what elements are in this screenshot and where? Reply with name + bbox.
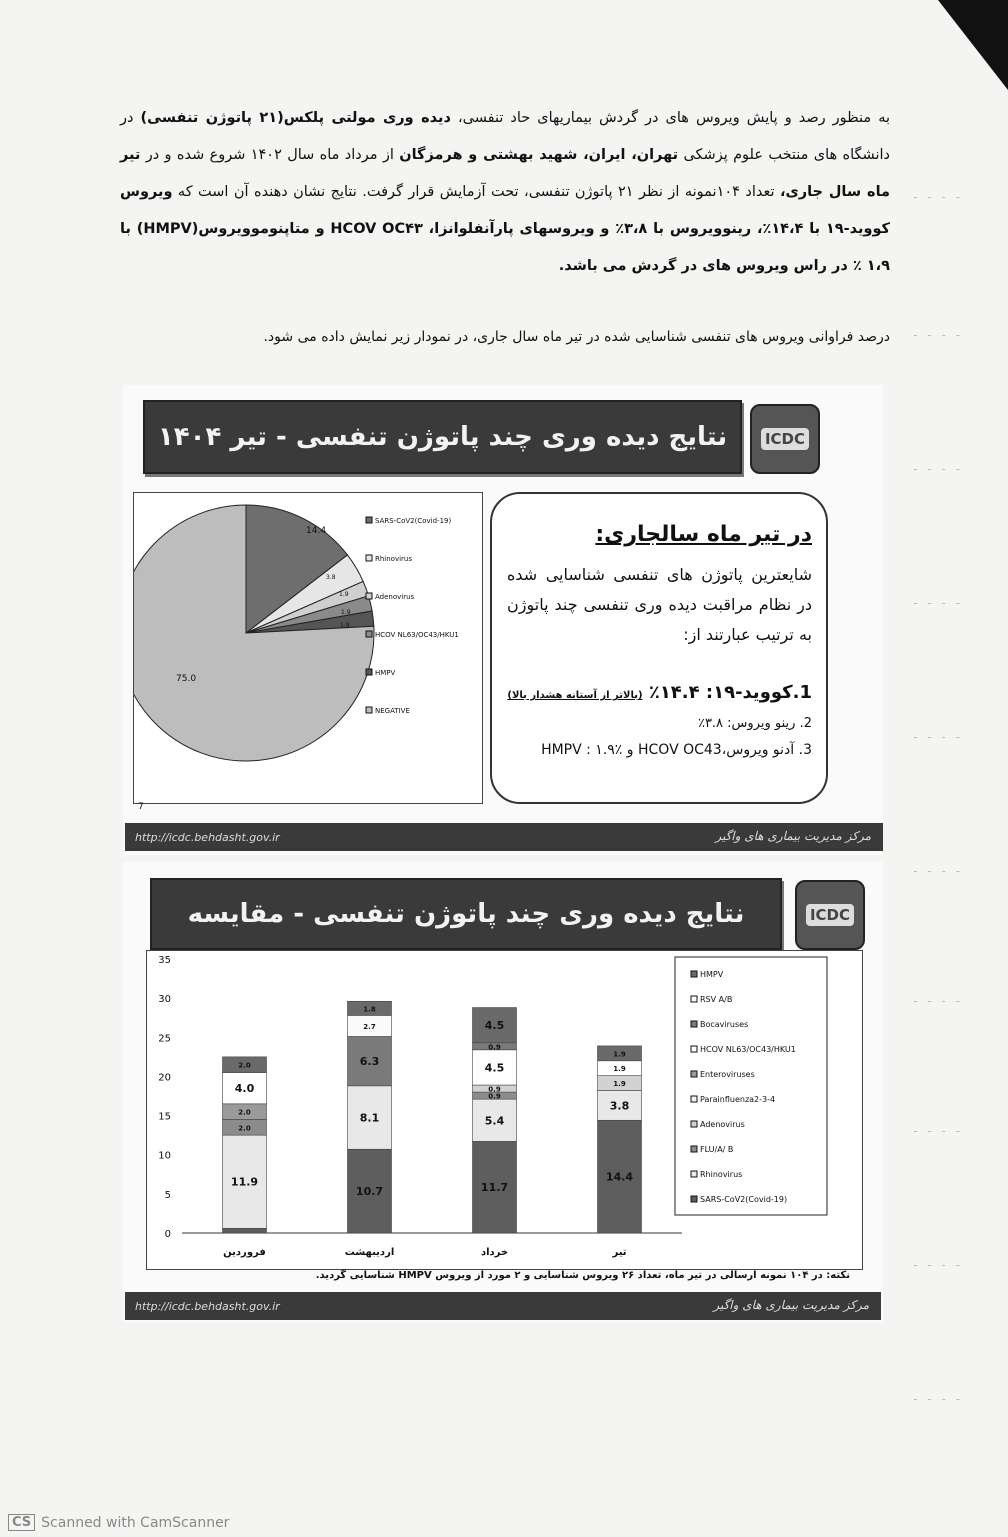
summary-box [490,492,828,804]
summary-heading: در تیر ماه سالجاری: [595,522,812,547]
bar-data-label: 0.9 [488,1092,501,1101]
para-text: در دانشگاه های منتخب علوم پزشکی [120,110,891,163]
icdc-logo [750,404,820,474]
para-bold: تیر ماه سال جاری، [120,147,890,200]
summary-item-2: 2. رینو ویروس: ۳.۸٪ [697,716,812,731]
footer-url: http://icdc.behdasht.gov.ir [135,831,280,844]
margin-mark: - - - - [913,730,963,744]
bar-data-label: 10.7 [355,1185,384,1199]
bar-data-label: 2.7 [363,1022,376,1031]
pie-chart-panel [133,492,483,804]
item-1-text: 1.کووید-۱۹: ۱۴.۴٪ [648,682,812,703]
legend-label: Rhinovirus [375,555,413,563]
bar-data-label: 11.9 [230,1175,259,1189]
y-tick-label: 10 [158,1150,171,1162]
margin-mark: - - - - [913,190,963,204]
legend-label: Bocaviruses [700,1020,749,1029]
legend-label: HMPV [700,970,724,979]
footer-url: http://icdc.behdasht.gov.ir [135,1300,280,1313]
footer-org: مرکز مدیریت بیماری های واگیر [713,1298,869,1312]
bar-data-label: 0.9 [488,1043,501,1052]
legend-label: FLU/A/ B [700,1145,734,1154]
page-number: 7 [138,802,144,812]
para-bold: ویروس کووید-۱۹ با ۱۴،۴٪، رینوویروس با ۳،۸٪ و ویروسهای پارآنفلوانزا، HCOV OC۴۳ و متاپنوموویروس(HMPV) با ۱،۹ ٪ در راس ویروس های در گردش می باشد. [120,184,890,274]
para-bold: دیده وری مولتی پلکس(۲۱ پاتوژن تنفسی) [140,110,451,126]
pie-data-label: 1.9 [340,622,350,629]
legend-swatch [691,1021,697,1027]
y-tick-label: 25 [158,1033,171,1045]
legend-label: Adenovirus [375,593,415,601]
slide-1-title: نتایج دیده وری چند پاتوژن تنفسی - تیر ۱۴۰۴ [143,400,742,474]
legend-swatch [691,1071,697,1077]
x-tick-label: تیر [612,1247,627,1258]
para-text: از مرداد ماه سال ۱۴۰۲ شروع شده و در [140,147,400,163]
legend-swatch [691,1121,697,1127]
margin-mark: - - - - [913,1124,963,1138]
bar-data-label: 14.4 [605,1170,634,1184]
bar-chart-panel [146,950,863,1270]
slide-1-footer [125,823,883,851]
logo-text: ICDC [806,904,854,926]
legend-swatch [366,669,372,675]
slide-2-title: نتایج دیده وری چند پاتوژن تنفسی - مقایسه [150,878,782,950]
scanner-watermark [8,1514,229,1531]
margin-mark: - - - - [913,864,963,878]
bar-data-label: 1.9 [613,1065,626,1074]
stacked-bar-chart [147,951,862,1269]
margin-mark: - - - - [913,596,963,610]
pie-data-label: 14.4 [306,526,327,536]
legend-label: Parainfluenza2-3-4 [700,1095,776,1104]
bar-data-label: 8.1 [359,1111,380,1125]
logo-text: ICDC [761,428,809,450]
bar-data-label: 1.9 [613,1080,626,1089]
bar-data-label: 4.0 [234,1082,255,1096]
legend-label: HMPV [375,669,396,677]
legend-swatch [691,1096,697,1102]
bar-data-label: 4.5 [484,1061,505,1075]
y-tick-label: 35 [158,955,171,966]
pie-data-label: 1.9 [341,609,351,616]
y-tick-label: 20 [158,1072,171,1084]
bar-data-label: 1.8 [363,1005,376,1014]
legend-label: HCOV NL63/OC43/HKU1 [700,1045,796,1054]
legend-swatch [691,971,697,977]
pie-data-label: 75.0 [176,674,197,684]
bar-data-label: 2.0 [238,1061,251,1070]
legend-label: Adenovirus [700,1120,745,1129]
y-tick-label: 15 [158,1111,171,1123]
pie-data-label: 1.9 [339,591,349,598]
chart-intro-paragraph: درصد فراوانی ویروس های تنفسی شناسایی شده در تیر ماه سال جاری، در نمودار زیر نمایش داده می شود. [263,329,890,345]
para-text: تعداد ۱۰۴نمونه از نظر ۲۱ پاتوژن تنفسی، تحت آزمایش قرار گرفت. نتایج نشان دهنده آن است که [172,184,780,200]
legend-swatch [691,1146,697,1152]
y-tick-label: 30 [158,994,171,1006]
legend-box [675,957,827,1215]
legend-label: SARS-CoV2(Covid-19) [375,517,452,525]
bar-data-label: 2.0 [238,1124,251,1133]
bar-data-label: 1.9 [613,1050,626,1059]
legend-swatch [366,631,372,637]
bar-data-label: 6.3 [359,1055,380,1069]
margin-mark: - - - - [913,1392,963,1406]
chart-note: نکته: در ۱۰۴ نمونه ارسالی در تیر ماه، تعداد ۲۶ ویروس شناسایی و ۲ مورد از ویروس HMPV شناسایی گردید. [315,1270,850,1281]
legend-swatch [366,593,372,599]
legend-label: SARS-CoV2(Covid-19) [700,1195,788,1204]
legend-label: NEGATIVE [375,707,410,715]
pie-data-label: 3.8 [326,574,336,581]
bar-data-label: 5.4 [484,1114,505,1128]
legend-label: RSV A/B [700,995,733,1004]
legend-label: Enteroviruses [700,1070,755,1079]
summary-item-1 [507,682,812,703]
para-bold: تهران، ایران، شهید بهشتی و هرمزگان [399,147,679,163]
legend-swatch [366,517,372,523]
y-tick-label: 5 [164,1189,171,1201]
legend-label: Rhinovirus [700,1170,743,1179]
footer-org: مرکز مدیریت بیماری های واگیر [715,829,871,843]
page-corner-shadow [938,0,1008,90]
x-tick-label: خرداد [480,1247,509,1258]
bar-data-label: 2.0 [238,1108,251,1117]
icdc-logo [795,880,865,950]
para-text: به منظور رصد و پایش ویروس های در گردش بیماریهای حاد تنفسی، [450,110,890,126]
summary-text: شایعترین پاتوژن های تنفسی شناسایی شده در نظام مراقبت دیده وری تنفسی چند پاتوژن به ترتیب عبارتند از: [507,565,812,644]
bar-data-label: 11.7 [480,1181,509,1195]
margin-mark: - - - - [913,462,963,476]
scanner-text: Scanned with CamScanner [41,1514,230,1531]
margin-mark: - - - - [913,994,963,1008]
legend-swatch [691,1196,697,1202]
y-tick-label: 0 [164,1229,171,1240]
intro-paragraph [120,100,890,285]
summary-item-3: 3. آدنو ویروس،HCOV OC43 و HMPV : ۱.۹٪ [541,742,812,758]
bar-data-label: 3.8 [609,1099,630,1113]
x-tick-label: اردیبهشت [344,1247,395,1258]
bar-data-label: 4.5 [484,1019,505,1033]
margin-mark: - - - - [913,1258,963,1272]
legend-swatch [691,1046,697,1052]
margin-mark: - - - - [913,328,963,342]
camscanner-icon: CS [8,1514,35,1531]
legend-swatch [691,996,697,1002]
legend-label: HCOV NL63/OC43/HKU1 [375,631,459,639]
x-tick-label: فروردین [223,1247,266,1258]
slide-2-footer [125,1292,881,1320]
pie-chart [134,493,482,803]
bar-segment [223,1228,267,1233]
bar-data-label: 0.9 [488,1085,501,1094]
item-1-note: (بالاتر از آستانه هشدار بالا) [507,690,643,701]
legend-swatch [366,707,372,713]
legend-swatch [691,1171,697,1177]
legend-swatch [366,555,372,561]
